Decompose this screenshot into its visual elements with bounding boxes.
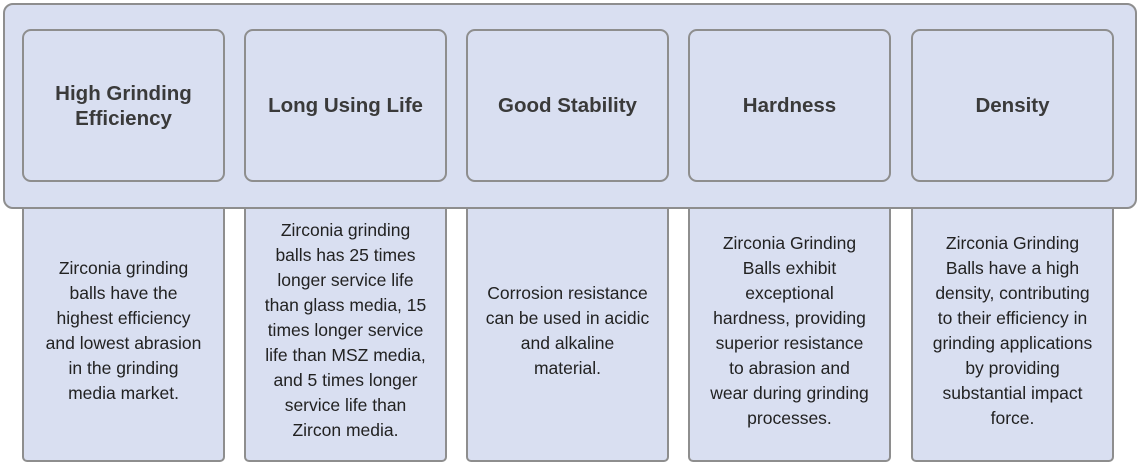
description-box-hardness xyxy=(688,205,891,462)
description-text: Zirconia Grinding Balls exhibit exceptional hardness, providing superior resistance to abrasion and wear during grinding processes. xyxy=(710,232,869,428)
header-title: Density xyxy=(975,94,1050,117)
description-box-high-grinding-efficiency xyxy=(22,205,225,462)
description-box-long-using-life xyxy=(244,205,447,462)
header-title: High Grinding Efficiency xyxy=(55,81,192,130)
description-text: Zirconia grinding balls have the highest efficiency and lowest abrasion in the grinding media market. xyxy=(45,257,202,403)
header-box-hardness xyxy=(688,29,891,182)
header-title: Good Stability xyxy=(498,94,637,117)
description-box-density xyxy=(911,205,1114,462)
description-text: Corrosion resistance can be used in acidic and alkaline material. xyxy=(485,282,650,378)
description-text: Zirconia grinding balls has 25 times longer service life than glass media, 15 times longer service life than MSZ media, and 5 times longer service life than Zircon media. xyxy=(264,220,427,440)
header-title: Long Using Life xyxy=(268,94,423,117)
header-title: Hardness xyxy=(742,94,837,117)
header-box-good-stability xyxy=(466,29,669,182)
header-box-high-grinding-efficiency xyxy=(22,29,225,182)
header-box-long-using-life xyxy=(244,29,447,182)
description-text: Zirconia Grinding Balls have a high density, contributing to their efficiency in grinding applications by providing substantial impact force. xyxy=(932,232,1093,428)
description-box-good-stability xyxy=(466,205,669,462)
header-box-density xyxy=(911,29,1114,182)
